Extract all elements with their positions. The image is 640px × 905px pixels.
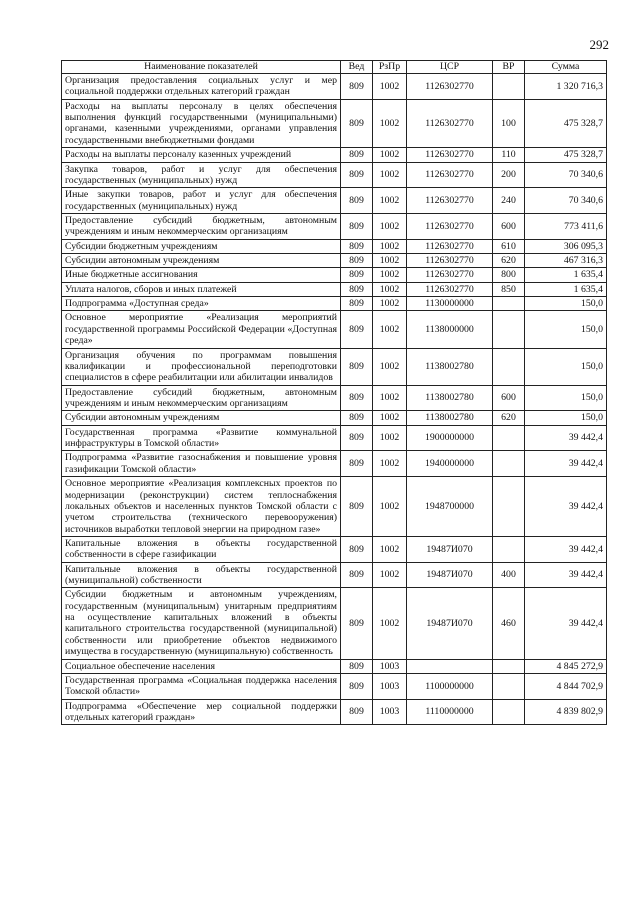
row-sum-cell: 39 442,4 <box>525 451 607 477</box>
row-csr-cell: 1900000000 <box>407 425 493 451</box>
row-sum-cell: 150,0 <box>525 297 607 311</box>
row-sum-cell: 39 442,4 <box>525 562 607 588</box>
table-row <box>62 148 607 162</box>
row-name-cell: Основное мероприятие «Реализация комплексных проектов по модернизации (реконструкции) систем теплоснабжения локальных объектов и населенных пунктов Томской области с учетом строительства (технического перевооружения) источников выработки тепловой энергии на природном газе» <box>62 477 341 537</box>
row-ved-cell: 809 <box>341 536 373 562</box>
row-csr-cell: 1126302770 <box>407 74 493 100</box>
table-row <box>62 659 607 673</box>
row-sum-cell: 39 442,4 <box>525 477 607 537</box>
row-csr-cell: 1110000000 <box>407 699 493 725</box>
row-name-cell: Подпрограмма «Доступная среда» <box>62 297 341 311</box>
row-rzpr-cell: 1002 <box>373 477 407 537</box>
table-row <box>62 385 607 411</box>
row-ved-cell: 809 <box>341 477 373 537</box>
row-sum-cell: 150,0 <box>525 311 607 348</box>
row-vr-cell: 110 <box>493 148 525 162</box>
row-vr-cell: 100 <box>493 99 525 147</box>
row-rzpr-cell: 1002 <box>373 297 407 311</box>
row-rzpr-cell: 1002 <box>373 562 407 588</box>
row-vr-cell <box>493 673 525 699</box>
table-row <box>62 562 607 588</box>
header-name: Наименование показателей <box>62 61 341 74</box>
row-vr-cell: 620 <box>493 411 525 425</box>
row-sum-cell: 773 411,6 <box>525 213 607 239</box>
row-csr-cell: 1126302770 <box>407 239 493 253</box>
row-name-cell: Субсидии бюджетным учреждениям <box>62 239 341 253</box>
row-vr-cell <box>493 451 525 477</box>
row-sum-cell: 4 839 802,9 <box>525 699 607 725</box>
row-ved-cell: 809 <box>341 282 373 296</box>
row-rzpr-cell: 1002 <box>373 239 407 253</box>
row-rzpr-cell: 1002 <box>373 411 407 425</box>
table-row <box>62 99 607 147</box>
row-csr-cell: 1126302770 <box>407 99 493 147</box>
row-ved-cell: 809 <box>341 311 373 348</box>
row-sum-cell: 1 635,4 <box>525 282 607 296</box>
row-name-cell: Капитальные вложения в объекты государственной собственности в сфере газификации <box>62 536 341 562</box>
row-rzpr-cell: 1002 <box>373 385 407 411</box>
row-vr-cell <box>493 74 525 100</box>
budget-table <box>61 60 607 725</box>
header-sum: Сумма <box>525 61 607 74</box>
row-name-cell: Социальное обеспечение населения <box>62 659 341 673</box>
row-sum-cell: 306 095,3 <box>525 239 607 253</box>
row-name-cell: Уплата налогов, сборов и иных платежей <box>62 282 341 296</box>
row-csr-cell: 1126302770 <box>407 282 493 296</box>
row-vr-cell <box>493 659 525 673</box>
row-rzpr-cell: 1002 <box>373 162 407 188</box>
row-csr-cell: 1126302770 <box>407 213 493 239</box>
row-ved-cell: 809 <box>341 188 373 214</box>
table-row <box>62 268 607 282</box>
row-rzpr-cell: 1002 <box>373 588 407 659</box>
row-rzpr-cell: 1003 <box>373 659 407 673</box>
row-ved-cell: 809 <box>341 239 373 253</box>
row-csr-cell: 1138000000 <box>407 311 493 348</box>
header-rzpr: РзПр <box>373 61 407 74</box>
row-vr-cell <box>493 536 525 562</box>
row-sum-cell: 150,0 <box>525 348 607 385</box>
row-vr-cell: 240 <box>493 188 525 214</box>
row-vr-cell: 460 <box>493 588 525 659</box>
row-csr-cell: 19487И070 <box>407 536 493 562</box>
row-ved-cell: 809 <box>341 451 373 477</box>
table-row <box>62 536 607 562</box>
row-name-cell: Капитальные вложения в объекты государственной (муниципальной) собственности <box>62 562 341 588</box>
row-vr-cell <box>493 425 525 451</box>
row-vr-cell: 800 <box>493 268 525 282</box>
row-csr-cell: 1126302770 <box>407 254 493 268</box>
row-vr-cell <box>493 477 525 537</box>
row-name-cell: Иные бюджетные ассигнования <box>62 268 341 282</box>
row-ved-cell: 809 <box>341 74 373 100</box>
row-ved-cell: 809 <box>341 213 373 239</box>
row-rzpr-cell: 1002 <box>373 268 407 282</box>
table-row <box>62 239 607 253</box>
row-ved-cell: 809 <box>341 162 373 188</box>
row-rzpr-cell: 1002 <box>373 536 407 562</box>
row-name-cell: Государственная программа «Социальная поддержка населения Томской области» <box>62 673 341 699</box>
row-sum-cell: 39 442,4 <box>525 588 607 659</box>
row-sum-cell: 4 845 272,9 <box>525 659 607 673</box>
table-row <box>62 477 607 537</box>
table-row <box>62 699 607 725</box>
row-name-cell: Субсидии бюджетным и автономным учреждениям, государственным (муниципальным) унитарным предприятиям на осуществление капитальных вложений в объекты капитального строительства государственной (муниципальной) собственности или приобретение объектов недвижимого имущества в государственную (муниципальную) собственность <box>62 588 341 659</box>
row-vr-cell: 600 <box>493 385 525 411</box>
row-csr-cell: 1100000000 <box>407 673 493 699</box>
row-rzpr-cell: 1002 <box>373 99 407 147</box>
row-name-cell: Организация обучения по программам повышения квалификации и профессиональной переподготовки специалистов в сфере реабилитации или абилитации инвалидов <box>62 348 341 385</box>
row-vr-cell: 400 <box>493 562 525 588</box>
row-rzpr-cell: 1002 <box>373 311 407 348</box>
row-rzpr-cell: 1002 <box>373 188 407 214</box>
table-row <box>62 188 607 214</box>
row-sum-cell: 4 844 702,9 <box>525 673 607 699</box>
row-name-cell: Субсидии автономным учреждениям <box>62 411 341 425</box>
row-vr-cell: 850 <box>493 282 525 296</box>
row-vr-cell <box>493 311 525 348</box>
row-rzpr-cell: 1003 <box>373 699 407 725</box>
row-rzpr-cell: 1003 <box>373 673 407 699</box>
row-rzpr-cell: 1002 <box>373 282 407 296</box>
row-sum-cell: 467 316,3 <box>525 254 607 268</box>
table-row <box>62 282 607 296</box>
row-rzpr-cell: 1002 <box>373 213 407 239</box>
table-row <box>62 673 607 699</box>
row-vr-cell <box>493 297 525 311</box>
row-csr-cell: 1126302770 <box>407 148 493 162</box>
row-ved-cell: 809 <box>341 699 373 725</box>
row-sum-cell: 475 328,7 <box>525 148 607 162</box>
table-row <box>62 348 607 385</box>
row-ved-cell: 809 <box>341 673 373 699</box>
table-row <box>62 451 607 477</box>
table-row <box>62 297 607 311</box>
row-sum-cell: 150,0 <box>525 385 607 411</box>
row-ved-cell: 809 <box>341 425 373 451</box>
row-csr-cell: 1138002780 <box>407 411 493 425</box>
table-header-row <box>62 61 607 74</box>
row-sum-cell: 70 340,6 <box>525 162 607 188</box>
row-sum-cell: 70 340,6 <box>525 188 607 214</box>
row-name-cell: Предоставление субсидий бюджетным, автономным учреждениям и иным некоммерческим организациям <box>62 213 341 239</box>
header-vr: ВР <box>493 61 525 74</box>
row-vr-cell <box>493 699 525 725</box>
row-ved-cell: 809 <box>341 268 373 282</box>
table-row <box>62 588 607 659</box>
row-csr-cell: 1940000000 <box>407 451 493 477</box>
table-row <box>62 411 607 425</box>
row-csr-cell: 1138002780 <box>407 385 493 411</box>
table-row <box>62 311 607 348</box>
row-csr-cell: 1948700000 <box>407 477 493 537</box>
table-row <box>62 425 607 451</box>
row-name-cell: Подпрограмма «Развитие газоснабжения и повышение уровня газификации Томской области» <box>62 451 341 477</box>
row-csr-cell <box>407 659 493 673</box>
row-sum-cell: 1 320 716,3 <box>525 74 607 100</box>
row-rzpr-cell: 1002 <box>373 348 407 385</box>
row-name-cell: Расходы на выплаты персоналу казенных учреждений <box>62 148 341 162</box>
row-sum-cell: 39 442,4 <box>525 425 607 451</box>
row-rzpr-cell: 1002 <box>373 451 407 477</box>
header-ved: Вед <box>341 61 373 74</box>
row-name-cell: Субсидии автономным учреждениям <box>62 254 341 268</box>
table-row <box>62 213 607 239</box>
row-ved-cell: 809 <box>341 588 373 659</box>
row-csr-cell: 19487И070 <box>407 588 493 659</box>
row-rzpr-cell: 1002 <box>373 425 407 451</box>
row-ved-cell: 809 <box>341 254 373 268</box>
row-sum-cell: 1 635,4 <box>525 268 607 282</box>
row-vr-cell: 620 <box>493 254 525 268</box>
row-rzpr-cell: 1002 <box>373 148 407 162</box>
row-name-cell: Иные закупки товаров, работ и услуг для обеспечения государственных (муниципальных) нужд <box>62 188 341 214</box>
row-name-cell: Подпрограмма «Обеспечение мер социальной поддержки отдельных категорий граждан» <box>62 699 341 725</box>
table-row <box>62 254 607 268</box>
row-name-cell: Организация предоставления социальных услуг и мер социальной поддержки отдельных категорий граждан <box>62 74 341 100</box>
row-name-cell: Предоставление субсидий бюджетным, автономным учреждениям и иным некоммерческим организациям <box>62 385 341 411</box>
table-row <box>62 74 607 100</box>
row-csr-cell: 19487И070 <box>407 562 493 588</box>
row-csr-cell: 1130000000 <box>407 297 493 311</box>
row-rzpr-cell: 1002 <box>373 254 407 268</box>
page-number: 292 <box>589 37 609 52</box>
row-ved-cell: 809 <box>341 562 373 588</box>
row-vr-cell: 600 <box>493 213 525 239</box>
row-name-cell: Закупка товаров, работ и услуг для обеспечения государственных (муниципальных) нужд <box>62 162 341 188</box>
row-vr-cell: 610 <box>493 239 525 253</box>
row-ved-cell: 809 <box>341 99 373 147</box>
row-name-cell: Государственная программа «Развитие коммунальной инфраструктуры в Томской области» <box>62 425 341 451</box>
row-sum-cell: 39 442,4 <box>525 536 607 562</box>
row-csr-cell: 1138002780 <box>407 348 493 385</box>
row-ved-cell: 809 <box>341 385 373 411</box>
row-ved-cell: 809 <box>341 348 373 385</box>
row-vr-cell: 200 <box>493 162 525 188</box>
row-csr-cell: 1126302770 <box>407 268 493 282</box>
header-csr: ЦСР <box>407 61 493 74</box>
row-name-cell: Основное мероприятие «Реализация мероприятий государственной программы Российской Федерации «Доступная среда» <box>62 311 341 348</box>
row-ved-cell: 809 <box>341 411 373 425</box>
row-sum-cell: 150,0 <box>525 411 607 425</box>
row-ved-cell: 809 <box>341 297 373 311</box>
row-ved-cell: 809 <box>341 148 373 162</box>
row-vr-cell <box>493 348 525 385</box>
row-csr-cell: 1126302770 <box>407 188 493 214</box>
row-sum-cell: 475 328,7 <box>525 99 607 147</box>
table-row <box>62 162 607 188</box>
row-ved-cell: 809 <box>341 659 373 673</box>
row-name-cell: Расходы на выплаты персоналу в целях обеспечения выполнения функций государственными (муниципальными) органами, казенными учреждениями, органами управления государственными внебюджетными фондами <box>62 99 341 147</box>
row-rzpr-cell: 1002 <box>373 74 407 100</box>
row-csr-cell: 1126302770 <box>407 162 493 188</box>
